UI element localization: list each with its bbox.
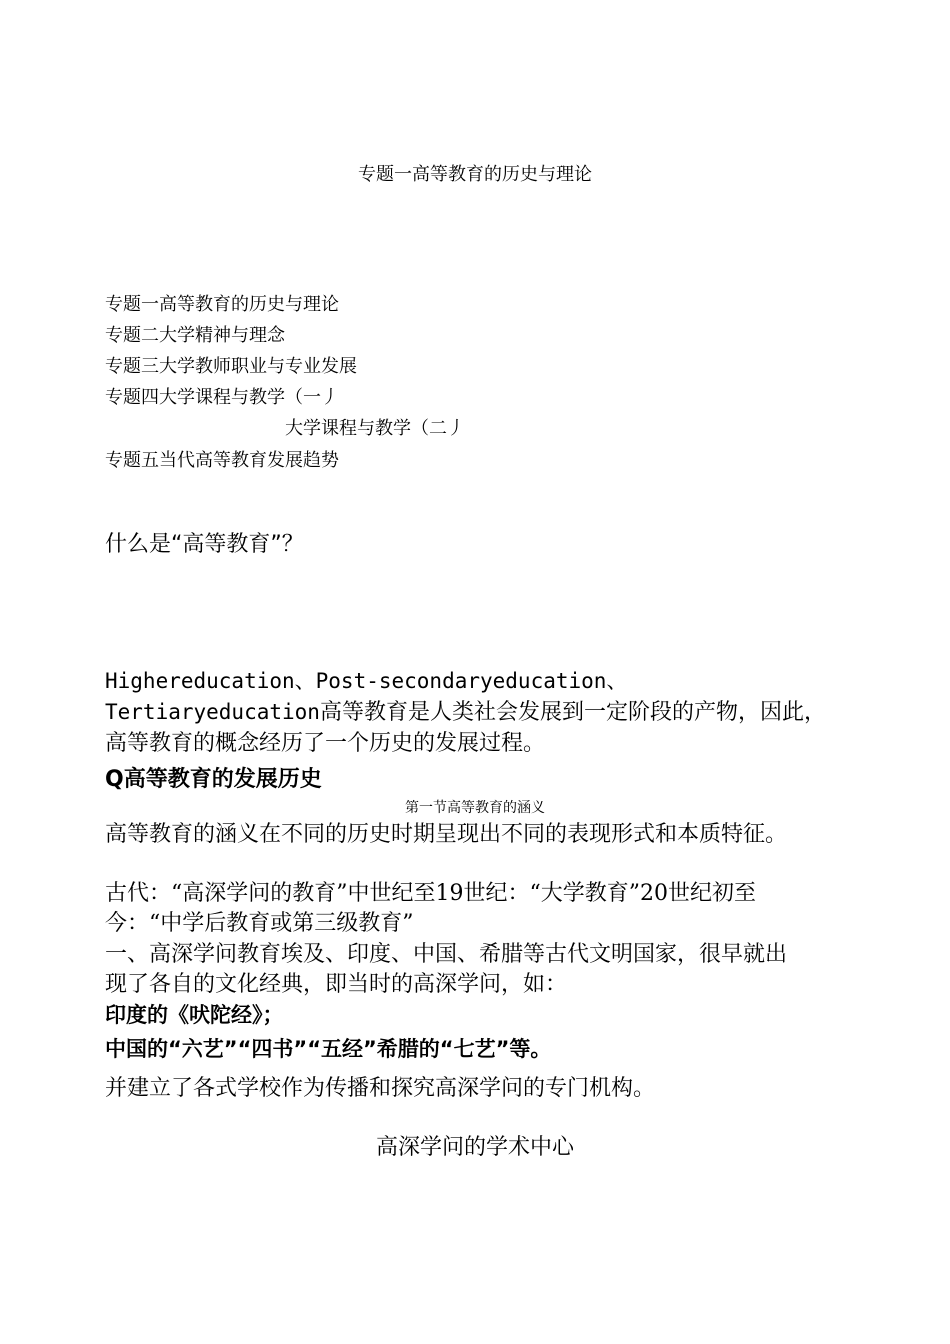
toc-item-topic-2: 专题二大学精神与理念 — [105, 325, 285, 346]
periods-line-1: 古代：“高深学问的教育”中世纪至19世纪：“大学教育”20世纪初至 — [105, 881, 756, 906]
question-heading: 什么是“高等教育”？ — [105, 532, 304, 557]
india-line: 印度的《吠陀经》； — [105, 1003, 284, 1027]
terms-line-1: Highereducation、Post-secondaryeducation、 — [105, 669, 628, 693]
terms-line-3: 高等教育的概念经历了一个历史的发展过程。 — [105, 731, 546, 756]
periods-line-2: 今：“中学后教育或第三级教育” — [105, 911, 414, 936]
toc-item-topic-4: 专题四大学课程与教学（一丿 — [105, 387, 339, 408]
page-title: 专题一高等教育的历史与理论 — [358, 164, 592, 185]
terms-definition: 高等教育是人类社会发展到一定阶段的产物，因此， — [319, 700, 826, 725]
toc-item-topic-4b: 大学课程与教学（二丿 — [285, 418, 465, 439]
china-line: 中国的“六艺”“四书”“五经”希腊的“七艺”等。 — [105, 1037, 552, 1061]
centered-line: 高深学问的学术中心 — [375, 1135, 574, 1160]
toc-item-topic-1: 专题一高等教育的历史与理论 — [105, 294, 339, 315]
part1-line-1: 一、高深学问教育埃及、印度、中国、希腊等古代文明国家，很早就出 — [105, 942, 788, 967]
schools-line: 并建立了各式学校作为传播和探究高深学问的专门机构。 — [105, 1076, 656, 1101]
section-subtitle: 第一节高等教育的涵义 — [405, 800, 545, 816]
terms-tertiary: Tertiaryeducation — [105, 700, 320, 724]
part1-line-2: 现了各自的文化经典，即当时的高深学问，如： — [105, 972, 568, 997]
toc-item-topic-5: 专题五当代高等教育发展趋势 — [105, 450, 339, 471]
terms-line-2 — [105, 695, 826, 726]
section-heading: Q高等教育的发展历史 — [105, 767, 322, 792]
toc-item-topic-3: 专题三大学教师职业与专业发展 — [105, 356, 357, 377]
paragraph-meaning: 高等教育的涵义在不同的历史时期呈现出不同的表现形式和本质特征。 — [105, 822, 788, 847]
